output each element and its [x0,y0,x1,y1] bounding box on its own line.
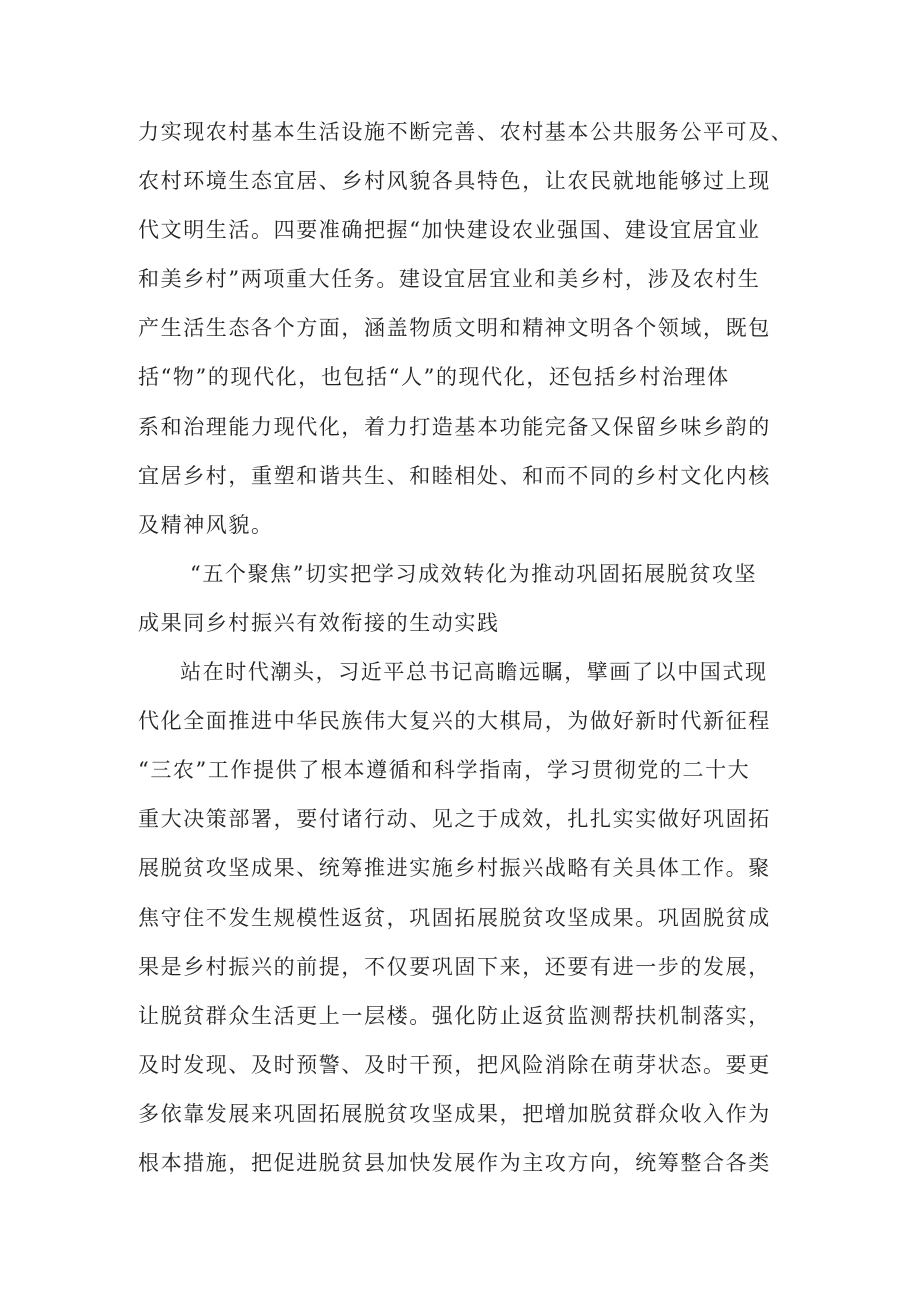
text-line: 及时发现、及时预警、及时干预，把风险消除在萌芽状态。要更 [138,1052,771,1077]
document-body [138,108,798,1188]
text-line: 焦守住不发生规模性返贫，巩固拓展脱贫攻坚成果。巩固脱贫成 [138,905,771,930]
text-line: 括“物”的现代化，也包括“人”的现代化，还包括乡村治理体 [138,365,730,390]
text-line: 让脱贫群众生活更上一层楼。强化防止返贫监测帮扶机制落实， [138,1003,771,1028]
text-line: 和美乡村”两项重大任务。建设宜居宜业和美乡村，涉及农村生 [138,267,761,292]
text-line: 力实现农村基本生活设施不断完善、农村基本公共服务公平可及、 [138,120,794,144]
text-line: 系和治理能力现代化，着力打造基本功能完备又保留乡味乡韵的 [138,414,771,439]
text-line: 代文明生活。四要准确把握“加快建设农业强国、建设宜居宜业 [138,218,761,243]
text-line: 宜居乡村，重塑和谐共生、和睦相处、和而不同的乡村文化内核 [138,463,771,488]
text-line: 重大决策部署，要付诸行动、见之于成效，扎扎实实做好巩固拓 [138,807,771,832]
text-line: “三农”工作提供了根本遵循和科学指南，学习贯彻党的二十大 [138,758,751,783]
text-line: 产生活生态各个方面，涵盖物质文明和精神文明各个领域，既包 [138,316,771,341]
text-line: 农村环境生态宜居、乡村风貌各具特色，让农民就地能够过上现 [138,169,771,194]
text-line: 多依靠发展来巩固拓展脱贫攻坚成果，把增加脱贫群众收入作为 [138,1101,771,1126]
text-line: 根本措施，把促进脱贫县加快发展作为主攻方向，统筹整合各类 [138,1150,771,1175]
text-line: 站在时代潮头，习近平总书记高瞻远瞩，擘画了以中国式现 [180,660,768,685]
text-line: 及精神风貌。 [138,512,274,537]
section-heading-line: “五个聚焦”切实把学习成效转化为推动巩固拓展脱贫攻坚 [190,561,758,586]
text-line: 展脱贫攻坚成果、统筹推进实施乡村振兴战略有关具体工作。聚 [138,856,771,881]
text-line: 果是乡村振兴的前提，不仅要巩固下来，还要有进一步的发展， [138,954,771,979]
text-line: 代化全面推进中华民族伟大复兴的大棋局，为做好新时代新征程 [138,709,771,734]
section-heading-line: 成果同乡村振兴有效衔接的生动实践 [138,610,500,635]
